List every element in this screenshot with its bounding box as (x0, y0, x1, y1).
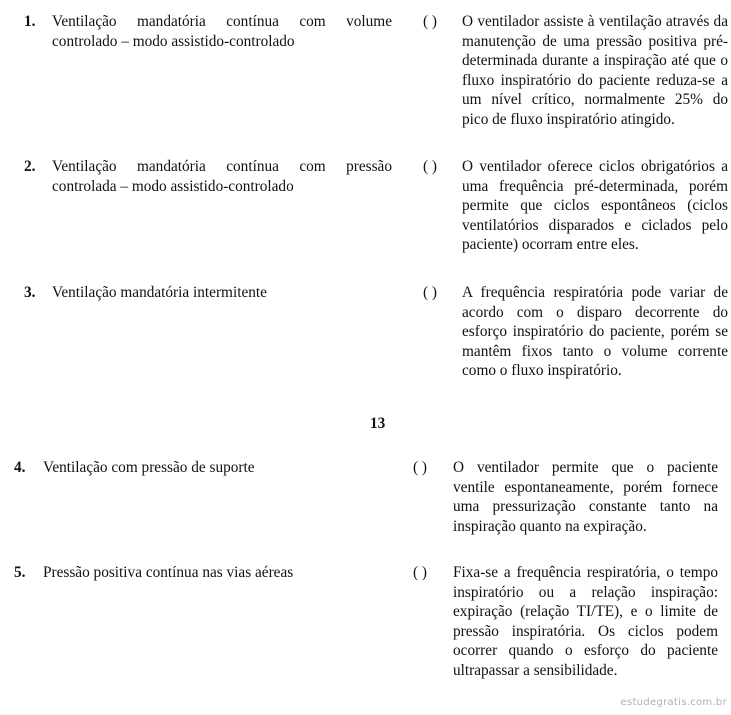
watermark: estudegratis.com.br (620, 697, 727, 709)
page-number: 13 (370, 415, 386, 432)
item-right-text: O ventilador permite que o paciente ventile espontaneamente, porém fornece uma pressurização constante tanto na inspiração quanto na expiração. (453, 459, 718, 535)
item-number: 3. (24, 284, 36, 301)
item-left-text: Ventilação mandatória intermitente (52, 284, 267, 301)
item-left-text: Ventilação mandatória contínua com pressão controlada – modo assistido-controlado (52, 158, 392, 195)
item-right-text: O ventilador oferece ciclos obrigatórios a uma frequência pré-determinada, porém permite que ciclos espontâneos (ciclos ventilatórios disparados e ciclados pelo paciente) ocorram entre eles. (462, 158, 728, 254)
item-right-text: O ventilador assiste à ventilação através da manutenção de uma pressão positiva pré-determinada durante a inspiração até que o fluxo inspiratório do paciente reduza-se a um nível crítico, normalmente 25% do pico de fluxo inspiratório atingido. (462, 13, 728, 128)
answer-blank[interactable]: ( ) (423, 13, 438, 30)
answer-blank[interactable]: ( ) (423, 284, 438, 301)
answer-blank[interactable]: ( ) (423, 158, 438, 175)
item-right-text: A frequência respiratória pode variar de acordo com o disparo decorrente do esforço inspiratório do paciente, porém se mantêm fixos tanto o volume corrente como o fluxo inspiratório. (462, 284, 728, 380)
item-number: 4. (14, 459, 26, 476)
item-number: 2. (24, 158, 36, 175)
item-left-text: Ventilação com pressão de suporte (43, 459, 255, 476)
item-number: 1. (24, 13, 36, 30)
answer-blank[interactable]: ( ) (413, 459, 428, 476)
item-number: 5. (14, 564, 26, 581)
item-left-text: Ventilação mandatória contínua com volume controlado – modo assistido-controlado (52, 13, 392, 50)
item-left-text: Pressão positiva contínua nas vias aéreas (43, 564, 294, 581)
item-right-text: Fixa-se a frequência respiratória, o tempo inspiratório ou a relação inspiração: expiração (relação TI/TE), e o limite de pressão inspiratória. Os ciclos podem ocorrer quando o esforço do paciente ultrapassar a sensibilidade. (453, 564, 718, 679)
answer-blank[interactable]: ( ) (413, 564, 428, 581)
